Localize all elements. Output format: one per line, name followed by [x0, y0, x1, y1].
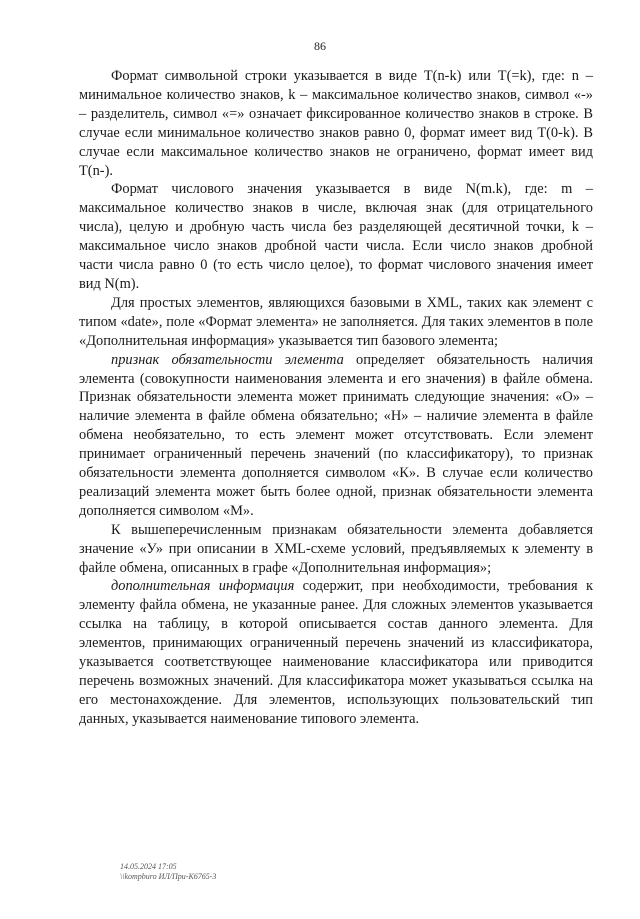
paragraph-lead: дополнительная информация [111, 578, 295, 595]
body-text [79, 67, 593, 729]
paragraph-text: Для простых элементов, являющихся базовыми в XML, таких как элемент с типом «date», поле «Формат элемента» не заполняется. Для таких элементов в поле «Дополнительная информация» указывается тип базового элемента; [79, 294, 593, 349]
document-footer [120, 862, 216, 882]
paragraph [79, 180, 593, 293]
footer-path: \\kompburo ИЛ/При-К6765-3 [120, 872, 217, 881]
paragraph-text: определяет обязательность наличия элемента (совокупности наименования элемента и его значения) в файле обмена. Признак обязательности элемента может принимать следующие значения: «О» – наличие элемента в файле обмена обязательно; «Н» – наличие элемента в файле обмена необязательно, то есть элемент может отсутствовать. Если элемент принимает ограниченный перечень значений (по классификатору), то признак обязательности элемента дополняется символом «К». В случае если количество реализаций элемента может быть более одной, признак обязательности элемента дополняется символом «М». [79, 351, 593, 519]
paragraph [79, 351, 593, 521]
footer-timestamp: 14.05.2024 17:05 [120, 862, 177, 871]
paragraph [79, 67, 593, 180]
paragraph [79, 521, 593, 578]
paragraph-text: К вышеперечисленным признакам обязательности элемента добавляется значение «У» при описании в XML-схеме условий, предъявляемых к элементу в файле обмена, описанных в графе «Дополнительная информация»; [79, 521, 593, 576]
paragraph-text: Формат числового значения указывается в виде N(m.k), где: m – максимальное количество знаков в числе, включая знак (для отрицательного числа), целую и дробную часть числа без разделяющей десятичной точки, k – максимальное число знаков дробной части числа. Если число знаков дробной части числа равно 0 (то есть число целое), то формат числового значения имеет вид N(m). [79, 181, 593, 292]
paragraph [79, 294, 593, 351]
page-number: 86 [314, 39, 326, 53]
paragraph-lead: признак обязательности элемента [111, 351, 344, 368]
paragraph-text: Формат символьной строки указывается в виде T(n-k) или T(=k), где: n – минимальное количество знаков, k – максимальное количество знаков, символ «-» – разделитель, символ «=» означает фиксированное количество знаков в строке. В случае если минимальное количество знаков равно 0, формат имеет вид T(0-k). В случае если максимальное количество знаков не ограничено, формат имеет вид T(n-). [79, 68, 593, 179]
paragraph-text: содержит, при необходимости, требования к элементу файла обмена, не указанные ранее. Для сложных элементов указывается ссылка на таблицу, в которой описывается состав данного элемента. Для элементов, принимающих ограниченный перечень значений из классификатора, указывается соответствующее наименование классификатора или приводится перечень возможных значений. Для классификатора может указываться ссылка на его местонахождение. Для элементов, использующих пользовательский тип данных, указывается наименование типового элемента. [79, 578, 593, 727]
paragraph [79, 577, 593, 728]
